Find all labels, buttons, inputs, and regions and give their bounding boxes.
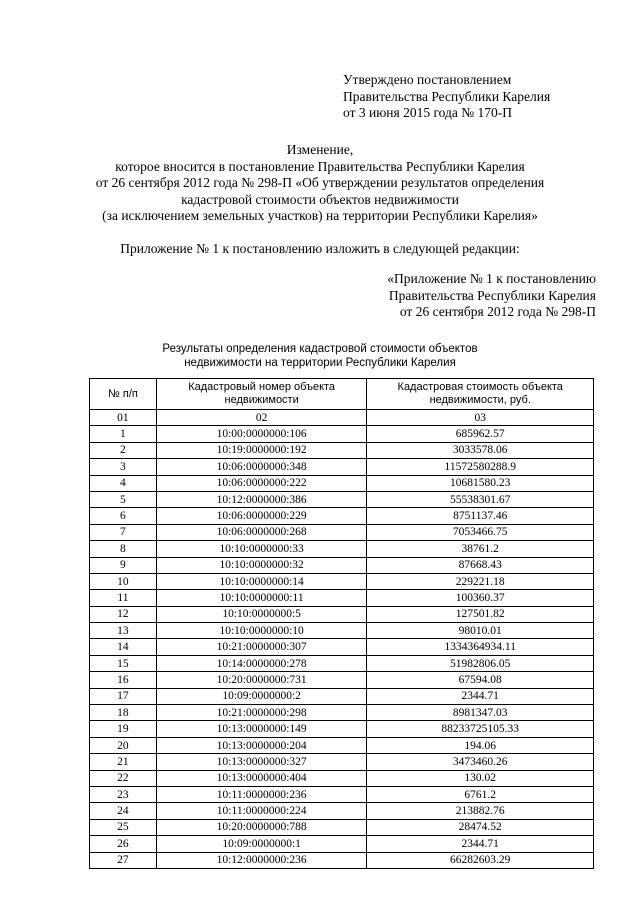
row-number-cell: 22 <box>90 770 157 786</box>
cadastral-value-cell: 28474.52 <box>367 819 594 835</box>
table-row <box>90 836 594 852</box>
cadastral-value-cell: 2344.71 <box>367 688 594 704</box>
table-title-line: Результаты определения кадастровой стоимости объектов <box>162 343 478 355</box>
table-row <box>90 442 594 458</box>
table-row <box>90 688 594 704</box>
cadastral-value-cell: 8751137.46 <box>367 508 594 524</box>
row-number-cell: 23 <box>90 786 157 802</box>
annex-line: Правительства Республики Карелия <box>388 287 596 303</box>
row-number-cell: 12 <box>90 606 157 622</box>
header-cadastral-number: Кадастровый номер объекта недвижимости <box>156 379 367 410</box>
header-number: № п/п <box>90 379 157 410</box>
cadastral-value-cell: 213882.76 <box>367 803 594 819</box>
table-row <box>90 508 594 524</box>
cadastral-number-cell: 10:12:0000000:236 <box>156 852 367 868</box>
table-row <box>90 803 594 819</box>
cadastral-number-cell: 10:10:0000000:10 <box>156 623 367 639</box>
cadastral-value-cell: 6761.2 <box>367 786 594 802</box>
cadastral-number-cell: 10:06:0000000:268 <box>156 524 367 540</box>
code-cell: 02 <box>156 410 367 426</box>
cadastral-number-cell: 10:13:0000000:404 <box>156 770 367 786</box>
table-row <box>90 852 594 868</box>
annex-block <box>387 271 596 321</box>
cadastral-number-cell: 10:10:0000000:11 <box>156 590 367 606</box>
header-cadastral-value: Кадастровая стоимость объекта недвижимости, руб. <box>367 379 594 410</box>
table-row <box>90 491 594 507</box>
table-header-row <box>90 379 594 410</box>
cadastral-number-cell: 10:00:0000000:106 <box>156 426 367 442</box>
table-body <box>90 410 594 869</box>
change-line: от 26 сентября 2012 года № 298-П «Об утверждении результатов определения <box>95 175 545 190</box>
cadastral-value-cell: 130.02 <box>367 770 594 786</box>
table-row <box>90 475 594 491</box>
cadastral-number-cell: 10:13:0000000:204 <box>156 737 367 753</box>
table-row <box>90 459 594 475</box>
table-title-line: недвижимости на территории Республики Карелия <box>184 357 456 369</box>
change-line: кадастровой стоимости объектов недвижимости <box>181 191 459 207</box>
table-row <box>90 786 594 802</box>
cadastral-value-cell: 87668.43 <box>367 557 594 573</box>
row-number-cell: 1 <box>90 426 157 442</box>
cadastral-value-cell: 38761.2 <box>367 541 594 557</box>
table-row <box>90 590 594 606</box>
change-heading <box>0 142 640 225</box>
cadastral-number-cell: 10:06:0000000:348 <box>156 459 367 475</box>
approval-line: Правительства Республики Карелия <box>343 88 551 104</box>
row-number-cell: 24 <box>90 803 157 819</box>
row-number-cell: 8 <box>90 541 157 557</box>
cadastral-value-cell: 1334364934.11 <box>367 639 594 655</box>
cadastral-value-cell: 11572580288.9 <box>367 459 594 475</box>
table-row <box>90 655 594 671</box>
cadastral-value-cell: 100360.37 <box>367 590 594 606</box>
table-row <box>90 606 594 622</box>
row-number-cell: 3 <box>90 459 157 475</box>
cadastral-table <box>89 378 594 869</box>
cadastral-value-cell: 3473460.26 <box>367 754 594 770</box>
row-number-cell: 16 <box>90 672 157 688</box>
change-line: которое вносится в постановление Правительства Республики Карелия <box>115 158 525 174</box>
row-number-cell: 6 <box>90 508 157 524</box>
cadastral-number-cell: 10:06:0000000:229 <box>156 508 367 524</box>
table-row <box>90 639 594 655</box>
cadastral-value-cell: 98010.01 <box>367 623 594 639</box>
cadastral-value-cell: 685962.57 <box>367 426 594 442</box>
cadastral-number-cell: 10:13:0000000:149 <box>156 721 367 737</box>
annex-line: от 26 сентября 2012 года № 298-П <box>399 304 596 319</box>
cadastral-number-cell: 10:06:0000000:222 <box>156 475 367 491</box>
table-row <box>90 524 594 540</box>
cadastral-number-cell: 10:20:0000000:731 <box>156 672 367 688</box>
row-number-cell: 7 <box>90 524 157 540</box>
table-title <box>0 342 640 370</box>
row-number-cell: 11 <box>90 590 157 606</box>
approval-line: от 3 июня 2015 года № 170-П <box>343 105 513 120</box>
cadastral-value-cell: 51982806.05 <box>367 655 594 671</box>
intro-text: Приложение № 1 к постановлению изложить в следующей редакции: <box>120 241 520 256</box>
cadastral-number-cell: 10:09:0000000:2 <box>156 688 367 704</box>
row-number-cell: 14 <box>90 639 157 655</box>
row-number-cell: 17 <box>90 688 157 704</box>
cadastral-number-cell: 10:13:0000000:327 <box>156 754 367 770</box>
cadastral-value-cell: 55538301.67 <box>367 491 594 507</box>
table-row <box>90 737 594 753</box>
cadastral-number-cell: 10:11:0000000:224 <box>156 803 367 819</box>
row-number-cell: 21 <box>90 754 157 770</box>
table-row <box>90 705 594 721</box>
cadastral-number-cell: 10:19:0000000:192 <box>156 442 367 458</box>
cadastral-value-cell: 127501.82 <box>367 606 594 622</box>
cadastral-value-cell: 7053466.75 <box>367 524 594 540</box>
cadastral-value-cell: 229221.18 <box>367 573 594 589</box>
table-row <box>90 672 594 688</box>
cadastral-number-cell: 10:20:0000000:788 <box>156 819 367 835</box>
cadastral-value-cell: 8981347.03 <box>367 705 594 721</box>
cadastral-value-cell: 2344.71 <box>367 836 594 852</box>
change-line: (за исключением земельных участков) на территории Республики Карелия» <box>102 208 538 223</box>
code-cell: 03 <box>367 410 594 426</box>
approval-block <box>343 72 550 122</box>
table-row <box>90 819 594 835</box>
table-code-row <box>90 410 594 426</box>
cadastral-value-cell: 88233725105.33 <box>367 721 594 737</box>
row-number-cell: 27 <box>90 852 157 868</box>
cadastral-value-cell: 3033578.06 <box>367 442 594 458</box>
row-number-cell: 18 <box>90 705 157 721</box>
change-title: Изменение, <box>286 142 354 157</box>
cadastral-number-cell: 10:10:0000000:32 <box>156 557 367 573</box>
row-number-cell: 19 <box>90 721 157 737</box>
row-number-cell: 4 <box>90 475 157 491</box>
table-row <box>90 426 594 442</box>
row-number-cell: 2 <box>90 442 157 458</box>
table-row <box>90 721 594 737</box>
row-number-cell: 26 <box>90 836 157 852</box>
table-row <box>90 573 594 589</box>
cadastral-number-cell: 10:21:0000000:298 <box>156 705 367 721</box>
cadastral-number-cell: 10:12:0000000:386 <box>156 491 367 507</box>
table-row <box>90 770 594 786</box>
cadastral-value-cell: 10681580.23 <box>367 475 594 491</box>
row-number-cell: 15 <box>90 655 157 671</box>
cadastral-number-cell: 10:21:0000000:307 <box>156 639 367 655</box>
row-number-cell: 13 <box>90 623 157 639</box>
cadastral-number-cell: 10:09:0000000:1 <box>156 836 367 852</box>
cadastral-value-cell: 67594.08 <box>367 672 594 688</box>
row-number-cell: 5 <box>90 491 157 507</box>
code-cell: 01 <box>90 410 157 426</box>
cadastral-number-cell: 10:11:0000000:236 <box>156 786 367 802</box>
table-row <box>90 557 594 573</box>
cadastral-value-cell: 66282603.29 <box>367 852 594 868</box>
cadastral-number-cell: 10:14:0000000:278 <box>156 655 367 671</box>
annex-line: «Приложение № 1 к постановлению <box>387 271 596 286</box>
row-number-cell: 10 <box>90 573 157 589</box>
approval-line: Утверждено постановлением <box>343 72 512 87</box>
row-number-cell: 9 <box>90 557 157 573</box>
cadastral-number-cell: 10:10:0000000:14 <box>156 573 367 589</box>
table-row <box>90 754 594 770</box>
cadastral-number-cell: 10:10:0000000:5 <box>156 606 367 622</box>
row-number-cell: 25 <box>90 819 157 835</box>
table-row <box>90 541 594 557</box>
cadastral-number-cell: 10:10:0000000:33 <box>156 541 367 557</box>
cadastral-value-cell: 194.06 <box>367 737 594 753</box>
table-row <box>90 623 594 639</box>
row-number-cell: 20 <box>90 737 157 753</box>
